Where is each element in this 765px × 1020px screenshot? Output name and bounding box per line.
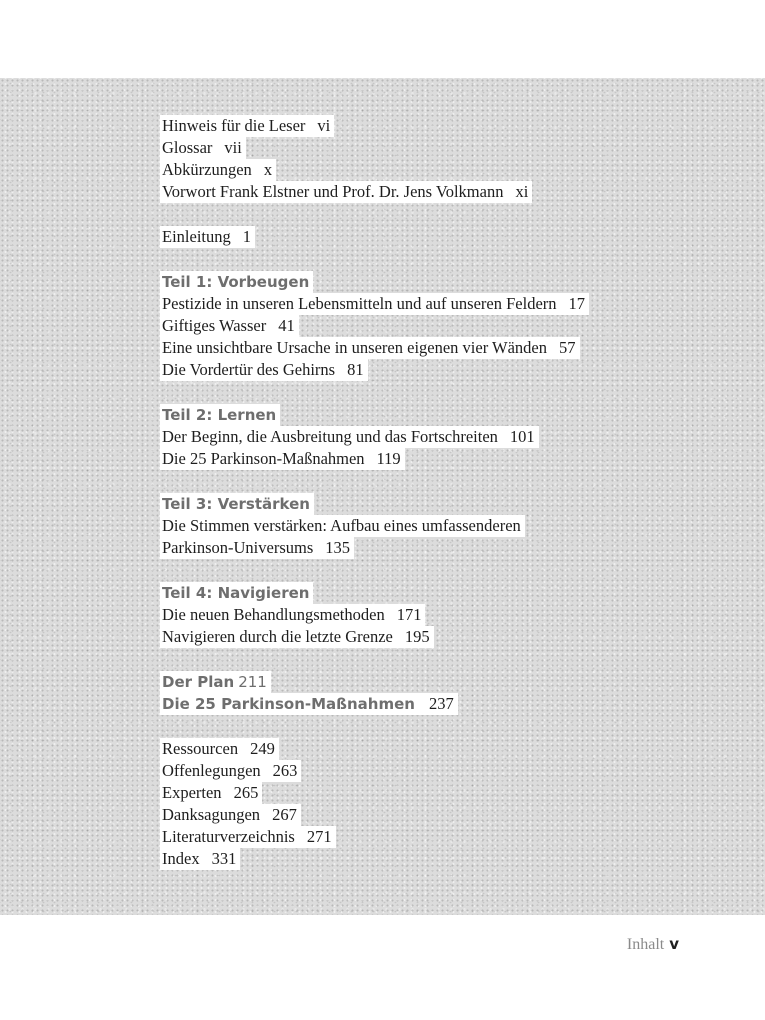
toc-entry-page: 171 [396, 605, 422, 624]
toc-entry-chapter[interactable] [160, 604, 425, 626]
toc-entry-back[interactable] [160, 760, 301, 782]
toc-entry-page: 267 [272, 805, 297, 824]
part-heading-teil3: Teil 3: Verstärken [160, 493, 314, 515]
footer-label: Inhalt [626, 936, 665, 953]
toc-entry-label: Abkürzungen [162, 160, 252, 179]
toc-entry-label: Navigieren durch die letzte Grenze [162, 627, 393, 646]
toc-entry-label: Die 25 Parkinson-Maßnahmen [162, 695, 415, 713]
table-of-contents [160, 115, 630, 870]
toc-entry-label: Die Vordertür des Gehirns [162, 360, 336, 379]
toc-entry-page: 237 [428, 694, 454, 713]
page-footer [627, 935, 679, 954]
toc-entry-back[interactable] [160, 782, 262, 804]
toc-entry-label: Einleitung [162, 227, 231, 246]
toc-entry-label: Ressourcen [162, 739, 239, 758]
footer-page-number: v [669, 935, 679, 953]
toc-entry-label: Parkinson-Universums [162, 538, 314, 557]
toc-entry-chapter-line1[interactable] [160, 515, 525, 537]
toc-entry-label: Experten [162, 783, 222, 802]
toc-entry-page: 211 [238, 673, 267, 691]
toc-entry-page: x [263, 160, 273, 179]
toc-entry-page: 119 [376, 449, 401, 468]
toc-entry-page: 265 [233, 783, 259, 802]
toc-entry-chapter[interactable] [160, 359, 368, 381]
toc-entry-page: vi [317, 116, 331, 135]
toc-entry-label: Die Stimmen verstärken: Aufbau eines umfassenderen [162, 516, 521, 535]
toc-entry-page: vii [224, 138, 242, 157]
toc-entry-label: Pestizide in unseren Lebensmitteln und auf unseren Feldern [162, 294, 557, 313]
toc-entry-label: Der Plan [162, 673, 235, 691]
toc-entry-page: 263 [272, 761, 298, 780]
toc-entry-back[interactable] [160, 738, 279, 760]
toc-entry-glossar[interactable] [160, 137, 246, 159]
toc-entry-back[interactable] [160, 804, 301, 826]
toc-entry-page: 41 [278, 316, 295, 335]
toc-entry-label: Vorwort Frank Elstner und Prof. Dr. Jens Volkmann [162, 182, 504, 201]
toc-entry-einleitung[interactable] [160, 226, 255, 248]
toc-entry-page: 271 [306, 827, 332, 846]
toc-entry-label: Die 25 Parkinson-Maßnahmen [162, 449, 365, 468]
toc-entry-label: Hinweis für die Leser [162, 116, 306, 135]
toc-entry-back[interactable] [160, 848, 240, 870]
toc-entry-page: 195 [404, 627, 430, 646]
toc-entry-page: 101 [509, 427, 535, 446]
toc-entry-chapter-line2[interactable] [160, 537, 354, 559]
toc-entry-page: 249 [250, 739, 275, 758]
toc-entry-label: Der Beginn, die Ausbreitung und das Fortschreiten [162, 427, 498, 446]
toc-entry-label: Literaturverzeichnis [162, 827, 295, 846]
toc-entry-page: 17 [568, 294, 586, 313]
toc-entry-label: Giftiges Wasser [162, 316, 267, 335]
toc-entry-hinweis[interactable] [160, 115, 334, 137]
part-heading-teil2: Teil 2: Lernen [160, 404, 280, 426]
toc-entry-chapter[interactable] [160, 426, 539, 448]
toc-entry-page: 81 [347, 360, 364, 379]
toc-entry-label: Die neuen Behandlungsmethoden [162, 605, 385, 624]
toc-entry-plan[interactable] [160, 671, 271, 693]
part-heading-teil4: Teil 4: Navigieren [160, 582, 313, 604]
toc-entry-label: Index [162, 849, 200, 868]
toc-entry-page: 135 [325, 538, 350, 557]
toc-entry-page: 57 [559, 338, 576, 357]
toc-entry-chapter[interactable] [160, 626, 434, 648]
toc-entry-back[interactable] [160, 826, 336, 848]
toc-entry-massnahmen[interactable] [160, 693, 458, 715]
toc-entry-page: 331 [211, 849, 237, 868]
toc-entry-abkuerzungen[interactable] [160, 159, 276, 181]
toc-entry-chapter[interactable] [160, 315, 299, 337]
toc-entry-vorwort[interactable] [160, 181, 532, 203]
toc-entry-label: Danksagungen [162, 805, 261, 824]
toc-entry-label: Eine unsichtbare Ursache in unseren eigenen vier Wänden [162, 338, 547, 357]
toc-entry-label: Glossar [162, 138, 213, 157]
toc-entry-chapter[interactable] [160, 448, 405, 470]
toc-entry-label: Offenlegungen [162, 761, 261, 780]
part-heading-teil1: Teil 1: Vorbeugen [160, 271, 313, 293]
toc-entry-chapter[interactable] [160, 337, 580, 359]
toc-entry-page: xi [515, 182, 529, 201]
toc-entry-chapter[interactable] [160, 293, 589, 315]
toc-entry-page: 1 [242, 227, 251, 246]
